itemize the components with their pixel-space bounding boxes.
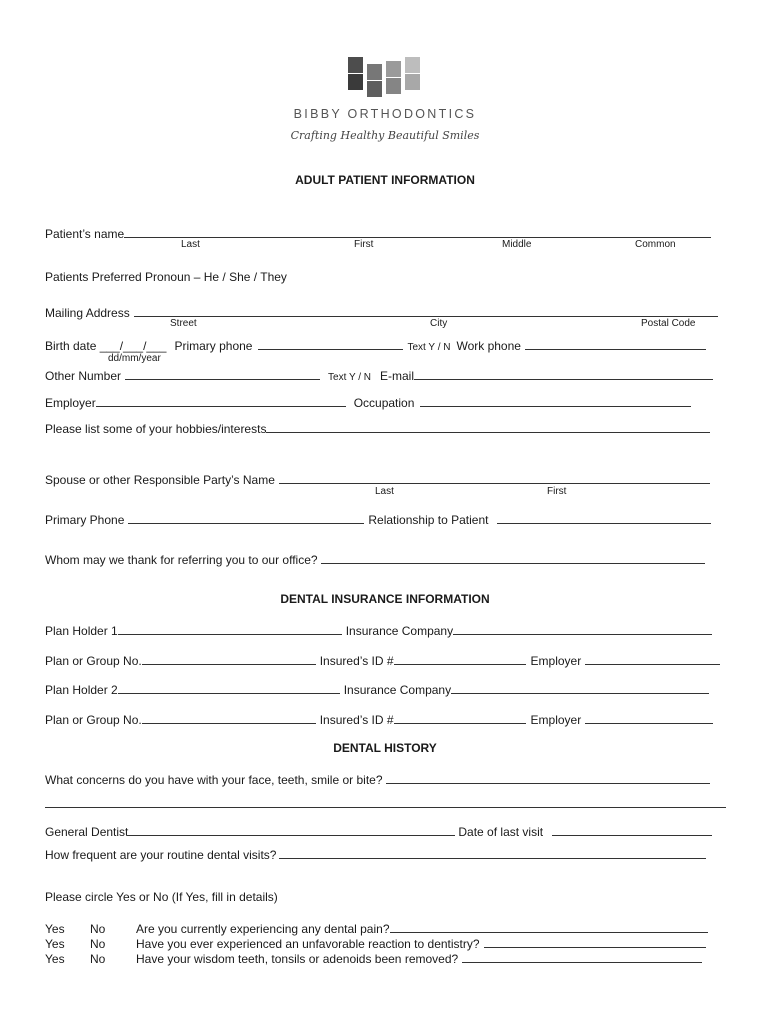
label-primary-phone: Primary phone	[174, 339, 253, 353]
label-insured-id-2: Insured’s ID #	[319, 713, 394, 727]
no-option[interactable]: No	[90, 922, 106, 936]
label-insured-id-1: Insured’s ID #	[319, 654, 394, 668]
row-phone-relationship	[45, 511, 711, 527]
row-mailing	[45, 304, 718, 320]
row-frequency	[45, 846, 706, 862]
field-plan-group-1[interactable]	[142, 652, 316, 665]
field-spouse[interactable]	[279, 471, 710, 484]
text-yn-primary[interactable]: Text Y / N	[407, 342, 451, 353]
circle-instructions: Please circle Yes or No (If Yes, fill in details)	[45, 890, 278, 904]
sub-last: Last	[181, 239, 200, 250]
sub-middle: Middle	[502, 239, 532, 250]
field-concerns-continued[interactable]	[45, 795, 726, 808]
label-email: E-mail	[380, 369, 415, 383]
question-row	[45, 920, 708, 936]
row-plan-holder-1	[45, 622, 712, 638]
text-yn-other[interactable]: Text Y / N	[328, 372, 372, 383]
sub-spouse-last: Last	[375, 486, 394, 497]
field-question-details[interactable]	[484, 935, 706, 948]
field-question-details[interactable]	[390, 920, 708, 933]
label-frequency: How frequent are your routine dental visits?	[45, 848, 277, 862]
pronoun-options[interactable]: Patients Preferred Pronoun – He / She / They	[45, 270, 287, 284]
question-row	[45, 935, 706, 951]
logo	[0, 54, 770, 98]
row-plan-holder-2	[45, 681, 709, 697]
label-plan-holder-2: Plan Holder 2	[45, 683, 118, 697]
label-employer-ins-2: Employer	[530, 713, 582, 727]
field-mailing[interactable]	[134, 304, 718, 317]
no-option[interactable]: No	[90, 952, 106, 966]
label-patient-name: Patient’s name	[45, 227, 125, 241]
title-dental-insurance: DENTAL INSURANCE INFORMATION	[280, 592, 490, 606]
field-frequency[interactable]	[279, 846, 706, 859]
row-hobbies	[45, 420, 710, 436]
yes-option[interactable]: Yes	[45, 952, 65, 966]
label-plan-group-1: Plan or Group No.	[45, 654, 142, 668]
row-plan-group-2	[45, 711, 713, 727]
row-other-email	[45, 367, 713, 383]
label-concerns: What concerns do you have with your face, teeth, smile or bite?	[45, 773, 383, 787]
label-employer: Employer	[45, 396, 96, 410]
sub-postal-code: Postal Code	[641, 318, 696, 329]
field-last-visit[interactable]	[552, 823, 712, 836]
field-insured-id-2[interactable]	[394, 711, 526, 724]
label-other-number: Other Number	[45, 369, 122, 383]
no-option[interactable]: No	[90, 937, 106, 951]
label-mailing: Mailing Address	[45, 306, 130, 320]
field-insurance-company-1[interactable]	[453, 622, 712, 635]
label-relationship: Relationship to Patient	[368, 513, 489, 527]
sub-first: First	[354, 239, 374, 250]
sub-date-format: dd/mm/year	[108, 353, 161, 364]
field-insurance-company-2[interactable]	[451, 681, 709, 694]
sub-street: Street	[170, 318, 197, 329]
field-relationship[interactable]	[497, 511, 711, 524]
label-spouse: Spouse or other Responsible Party’s Name	[45, 473, 275, 487]
field-occupation[interactable]	[420, 394, 691, 407]
field-question-details[interactable]	[462, 950, 702, 963]
field-referral[interactable]	[321, 551, 705, 564]
row-referral	[45, 551, 705, 567]
field-email[interactable]	[414, 367, 713, 380]
field-birth-date[interactable]: Birth date ___/___/___	[45, 339, 167, 353]
field-other-number[interactable]	[125, 367, 320, 380]
label-hobbies: Please list some of your hobbies/interests	[45, 422, 267, 436]
label-primary-phone-2: Primary Phone	[45, 513, 125, 527]
label-last-visit: Date of last visit	[458, 825, 544, 839]
brand-tagline: Crafting Healthy Beautiful Smiles	[290, 129, 480, 142]
field-plan-holder-2[interactable]	[118, 681, 340, 694]
field-primary-phone-2[interactable]	[128, 511, 364, 524]
question-row	[45, 950, 702, 966]
label-plan-holder-1: Plan Holder 1	[45, 624, 118, 638]
label-general-dentist: General Dentist	[45, 825, 129, 839]
field-primary-phone[interactable]	[258, 337, 403, 350]
label-insurance-company-1: Insurance Company	[345, 624, 454, 638]
field-employer-ins-1[interactable]	[585, 652, 720, 665]
question-text: Have you ever experienced an unfavorable reaction to dentistry?	[136, 937, 480, 951]
field-insured-id-1[interactable]	[394, 652, 526, 665]
row-patient-name	[45, 225, 711, 241]
logo-blocks-icon	[348, 54, 422, 98]
sub-spouse-first: First	[547, 486, 567, 497]
question-text: Are you currently experiencing any dental pain?	[136, 922, 390, 936]
yes-option[interactable]: Yes	[45, 922, 65, 936]
row-birth-phone	[45, 337, 706, 353]
label-occupation: Occupation	[353, 396, 415, 410]
label-work-phone: Work phone	[456, 339, 521, 353]
field-general-dentist[interactable]	[128, 823, 455, 836]
row-employer-occupation	[45, 394, 691, 410]
brand-name: BIBBY ORTHODONTICS	[293, 107, 477, 121]
field-patient-name[interactable]	[124, 225, 711, 238]
row-general-dentist	[45, 823, 712, 839]
field-plan-holder-1[interactable]	[118, 622, 342, 635]
row-concerns	[45, 771, 710, 787]
label-referral: Whom may we thank for referring you to our office?	[45, 553, 318, 567]
row-spouse	[45, 471, 710, 487]
field-work-phone[interactable]	[525, 337, 706, 350]
field-plan-group-2[interactable]	[142, 711, 316, 724]
label-plan-group-2: Plan or Group No.	[45, 713, 142, 727]
row-plan-group-1	[45, 652, 720, 668]
row-concerns-cont	[45, 795, 726, 811]
question-text: Have your wisdom teeth, tonsils or adenoids been removed?	[136, 952, 459, 966]
sub-common: Common	[635, 239, 676, 250]
field-hobbies[interactable]	[266, 420, 710, 433]
field-employer[interactable]	[96, 394, 346, 407]
field-concerns[interactable]	[386, 771, 710, 784]
title-adult-patient-info: ADULT PATIENT INFORMATION	[295, 173, 475, 187]
field-employer-ins-2[interactable]	[585, 711, 713, 724]
label-insurance-company-2: Insurance Company	[343, 683, 452, 697]
title-dental-history: DENTAL HISTORY	[333, 741, 437, 755]
yes-option[interactable]: Yes	[45, 937, 65, 951]
label-employer-ins-1: Employer	[530, 654, 582, 668]
sub-city: City	[430, 318, 448, 329]
